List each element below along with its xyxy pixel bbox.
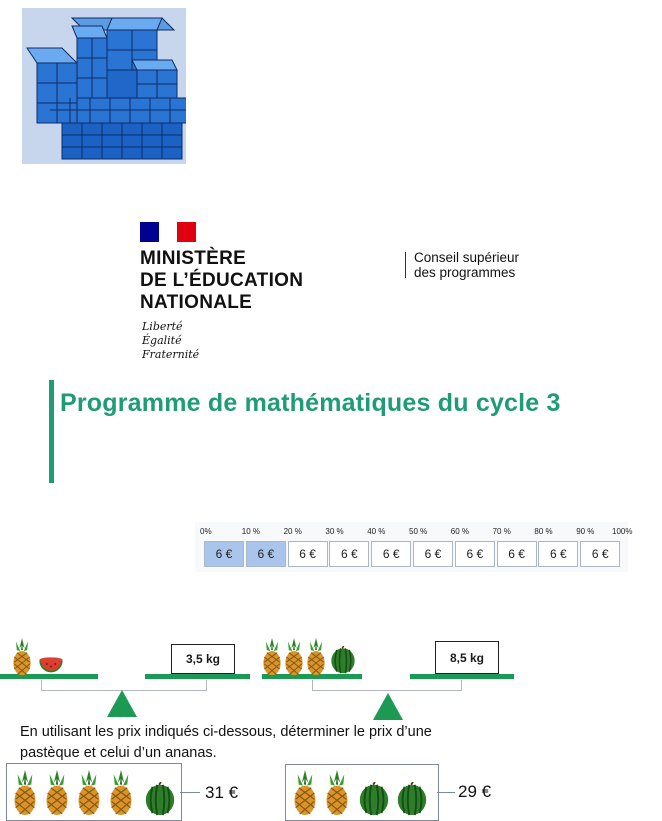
percentage-cell: 6 €: [371, 541, 411, 567]
pineapple-icon: [305, 638, 327, 676]
percentage-cell: 6 €: [538, 541, 578, 567]
pineapple-icon: [283, 638, 305, 676]
percentage-label: 30 %: [325, 527, 344, 536]
percentage-cell: 6 €: [455, 541, 495, 567]
motto-egalite: Égalité: [142, 334, 182, 347]
balance-2-weight: 8,5 kg: [435, 641, 499, 674]
balance-1-fulcrum: [107, 690, 137, 717]
percentage-label: 40 %: [367, 527, 386, 536]
balance-2-beam: [312, 680, 462, 691]
ministry-name-line3: NATIONALE: [140, 292, 253, 313]
watermelon-icon: [144, 782, 176, 816]
marianne-flag-logo: [140, 222, 196, 242]
percentage-cell: 6 €: [329, 541, 369, 567]
percentage-label: 90 %: [576, 527, 595, 536]
percentage-label: 70 %: [492, 527, 511, 536]
percentage-cell: 6 €: [413, 541, 453, 567]
ministry-card: [22, 182, 628, 485]
watermelon-icon: [396, 782, 428, 816]
price-group-2-connector: [437, 792, 455, 793]
ministry-name-line2: DE L’ÉDUCATION: [140, 270, 304, 291]
council-name-line1: Conseil supérieur: [414, 250, 520, 265]
cube-stack-illustration: [22, 8, 186, 164]
watermelon-icon: [330, 646, 356, 674]
balance-2-fulcrum: [373, 693, 403, 720]
percentage-label: 100%: [612, 527, 633, 536]
council-divider: [405, 252, 406, 278]
percentage-label: 50 %: [409, 527, 428, 536]
price-group-1-connector: [180, 792, 200, 793]
watermelon-slice-icon: [38, 654, 64, 674]
percentage-cell: 6 €: [288, 541, 328, 567]
motto-fraternite: Fraternité: [142, 348, 200, 361]
percentage-cell: 6 €: [497, 541, 537, 567]
percentage-cell: 6 €: [580, 541, 620, 567]
balance-1-right-pan: [145, 674, 250, 679]
pineapple-icon: [11, 638, 33, 676]
pineapple-icon: [261, 638, 283, 676]
council-name-line2: des programmes: [414, 265, 516, 280]
price-group-2-price: 29 €: [458, 782, 492, 801]
motto-liberte: Liberté: [142, 320, 183, 333]
pineapple-icon: [292, 770, 318, 816]
title-accent-bar: [49, 380, 54, 483]
percentage-label: 60 %: [450, 527, 470, 536]
page-title: Programme de mathématiques du cycle 3: [60, 389, 561, 417]
pineapple-icon: [44, 770, 70, 816]
percentage-label: 0%: [200, 527, 212, 536]
balance-2-right-pan: [410, 674, 514, 679]
pineapple-icon: [108, 770, 134, 816]
balance-1-weight: 3,5 kg: [171, 644, 235, 674]
ministry-name-line1: MINISTÈRE: [140, 248, 247, 269]
exercise-question: En utilisant les prix indiqués ci-dessous, déterminer le prix d’une pastèque et celui d’un ananas.: [20, 724, 432, 761]
watermelon-icon: [358, 782, 390, 816]
percentage-label: 10 %: [241, 527, 261, 536]
percentage-label: 80 %: [534, 527, 553, 536]
price-group-1-price: 31 €: [205, 783, 239, 802]
percentage-cell: 6 €: [204, 541, 244, 567]
percentage-label: 20 %: [283, 527, 302, 536]
pineapple-icon: [324, 770, 350, 816]
pineapple-icon: [76, 770, 102, 816]
pineapple-icon: [12, 770, 38, 816]
percentage-cell: 6 €: [246, 541, 286, 567]
